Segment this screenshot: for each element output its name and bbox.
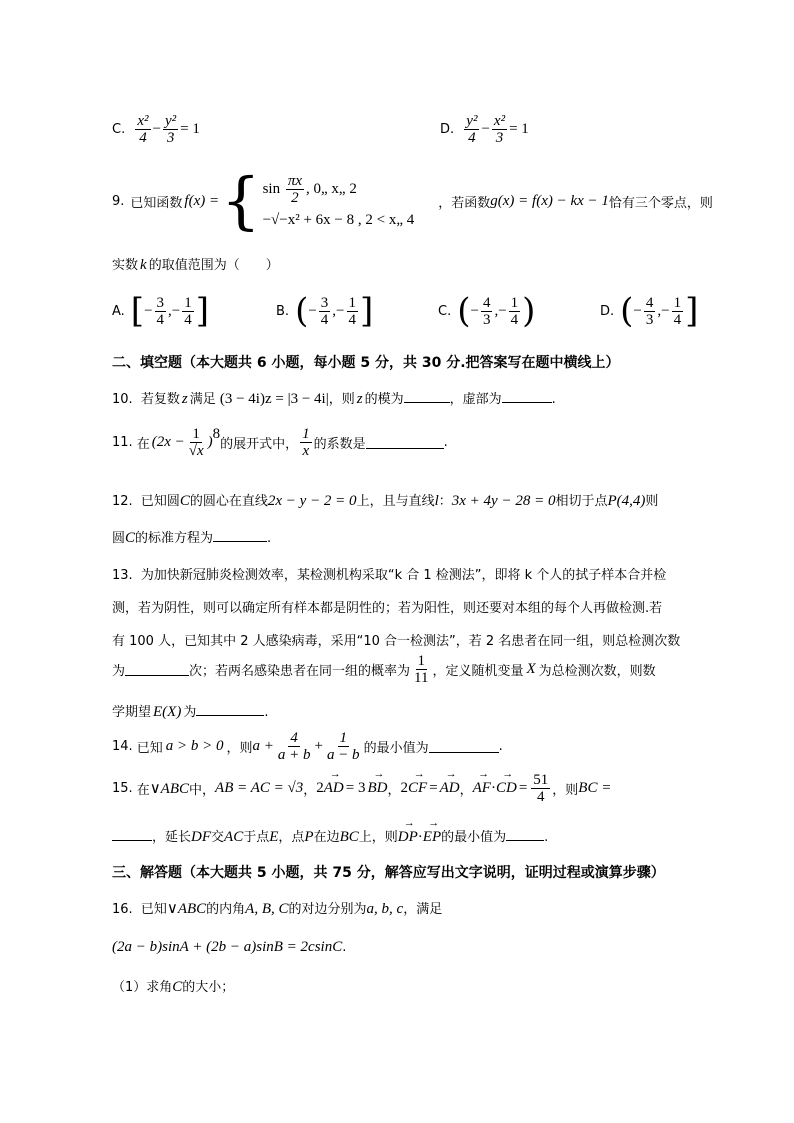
q8-d-frac2: $\frac{\text{x²}}{3}$ [493,113,506,146]
section3-heading: 三、解答题（本大题共 5 小题，共 75 分，解答应写出文字说明，证明过程或演算步骤） [112,865,665,881]
q9-option-b: B. ( − $\frac{3}{4}$ ,− $\frac{1}{4}$ ] [276,291,374,331]
q10-blank-modulus [404,390,450,403]
q8-c-frac1: $\frac{\text{x²}}{4}$ [137,113,149,146]
q13-line1: 13. 为加快新冠肺炎检测效率，某检测机构采取“k 合 1 检测法”，即将 k 个人的拭子样本合并检 [112,568,667,583]
q8-option-c: C. $\frac{\text{x²}}{4}$ − $\frac{\text{y²}}{3}$ = 1 [112,113,200,146]
q12-line1: 12. 已知圆C的圆心在直线2x − y − 2 = 0上，且与直线l：3x + 4y − 28 = 0相切于点P(4,4)则 [112,493,659,509]
q15-line2: ，延长DF交AC于点E，点P在边BC上，则→ DP·→ EP的最小值为 . [112,826,548,846]
q9-option-c: C. ( − $\frac{4}{3}$ ,− $\frac{1}{4}$ ) [438,291,536,331]
q12-blank [213,529,267,542]
q8-d-frac1: $\frac{\text{y²}}{4}$ [466,113,478,146]
q9-piecewise-cases [263,173,415,229]
q11: 11. 在 (2x − $\frac{1}{√x}$ ) 8 的展开式中， $\frac{1}{x}$ 的系数是 . [112,426,448,459]
q13-blank-count [125,663,189,676]
q9-stem: 9. 已知函数 f(x) = { sin $\frac{\pi x}{2}$ , 0„ x„ 2 −√−x² + 6x − 8 , 2 < x„ 4 ，若函数 g(x) = f(x) − kx − 1 恰有三个零点，则 [112,164,713,237]
q13-blank-expectation [196,703,264,716]
q13-line4: 为 次；若两名感染患者在同一组的概率为 $\frac{1}{11}$ ，定义随机变量 X 为总检测次数，则数 [112,653,656,686]
q14: 14. 已知 a > b > 0 ，则 a + $\frac{4}{a + b}$ + $\frac{1}{a - b}$ 的最小值为 . [112,730,503,763]
q8-d-label: D. [440,122,455,137]
q13-line5: 学期望 E(X) 为 . [112,704,269,720]
q15-line1: 15. 在 ∨ABC 中， AB = AC = √3 ， 2 → AD = 3 → BD ， 2 → CF = → AD ， → AF · → CD = $\frac{51}{4}$ ，则 BC = [112,772,611,805]
q9-gx: g(x) = f(x) − kx − 1 [490,192,609,209]
q9-option-d: D. ( − $\frac{4}{3}$ ,− $\frac{1}{4}$ ] [600,291,699,331]
q10-equation: (3 − 4i)z = |3 − 4i| [219,391,329,407]
q9-case1: sin $\frac{\pi x}{2}$ , 0„ x„ 2 [262,173,357,206]
q9-option-a: A. [ − $\frac{3}{4}$ ,− $\frac{1}{4}$ ] [112,291,210,331]
q9-stem-line2: 实数 k 的取值范围为（ ） [112,257,279,273]
q10: 10. 若复数 z 满足 (3 − 4i)z = |3 − 4i|，则 z 的模为 ，虚部为 . [112,391,556,407]
q11-blank [366,436,444,449]
q8-c-frac2: $\frac{\text{y²}}{3}$ [164,113,177,146]
q15-blank-min [506,828,544,841]
q8-option-d: D. $\frac{\text{y²}}{4}$ − $\frac{\text{x²}}{3}$ = 1 [440,113,529,146]
q10-blank-imag [502,390,552,403]
q15-blank-bc [112,828,152,841]
q14-blank [429,740,499,753]
q13-line2: 测，若为阴性，则可以确定所有样本都是阴性的；若为阳性，则还要对本组的每个人再做检测.若 [112,601,663,616]
q16-line1: 16. 已知∨ABC的内角A, B, C的对边分别为a, b, c，满足 [112,901,443,917]
q9-piecewise-brace: { [221,164,261,237]
q13-line3: 有 100 人，已知其中 2 人感染病毒，采用“10 合一检测法”，若 2 名患者在同一组，则总检测次数 [112,634,681,649]
q16-equation: (2a − b)sinA + (2b − a)sinB = 2csinC. [112,939,347,955]
q9-case2: −√−x² + 6x − 8 , 2 < x„ 4 [262,212,415,228]
section2-heading: 二、填空题（本大题共 6 小题，每小题 5 分，共 30 分.把答案写在题中横线上） [112,355,620,371]
q12-line2: 圆C的标准方程为 . [112,530,272,546]
q16-part1: （1）求角C的大小； [112,979,235,995]
q8-c-label: C. [112,122,126,137]
q9-number: 9. [112,193,125,209]
q9-fx: f(x) = [184,192,220,209]
